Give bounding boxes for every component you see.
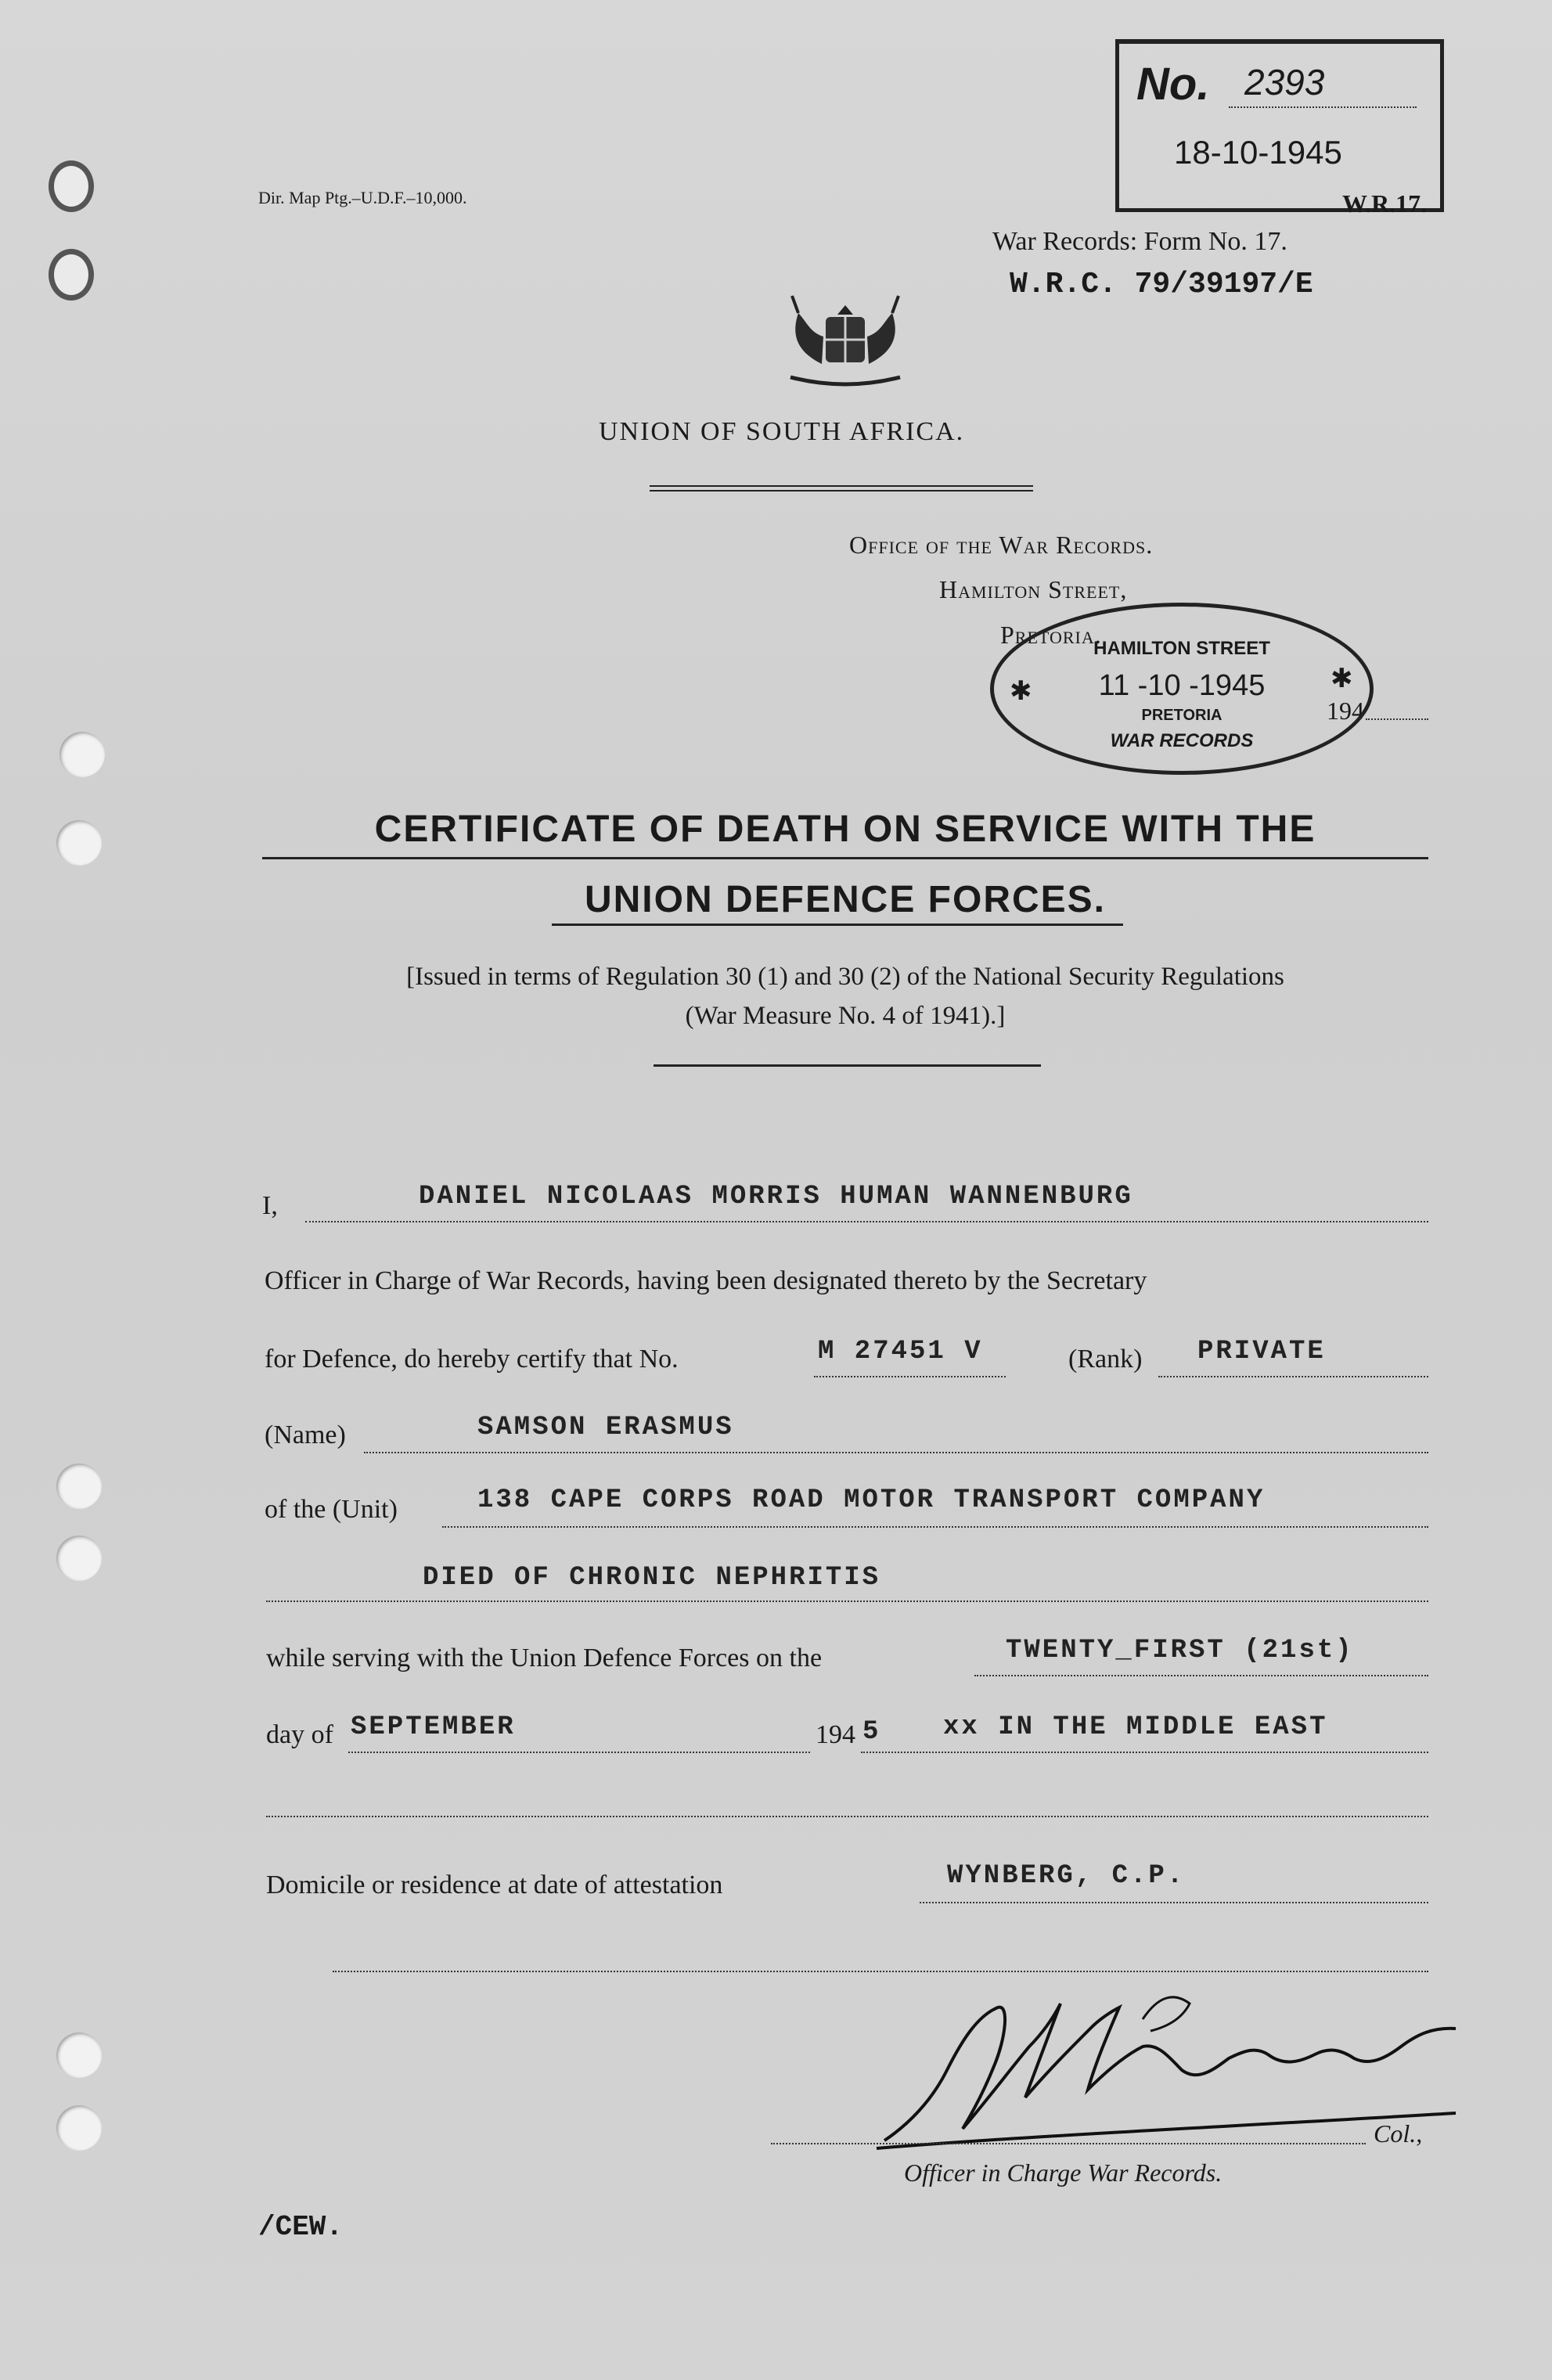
punch-hole bbox=[56, 2105, 102, 2151]
location-value: xx IN THE MIDDLE EAST bbox=[943, 1712, 1328, 1742]
year-line bbox=[861, 1752, 1428, 1753]
officer-name-line bbox=[305, 1221, 1428, 1222]
day-value: TWENTY_FIRST (21st) bbox=[1006, 1636, 1354, 1665]
i-label: I, bbox=[262, 1191, 278, 1220]
punch-hole bbox=[56, 1464, 102, 1509]
signatory-title: Officer in Charge War Records. bbox=[904, 2159, 1223, 2187]
signatory-rank: Col., bbox=[1374, 2119, 1423, 2148]
office-line-3: Pretoria. bbox=[1000, 621, 1102, 649]
year-digit: 5 bbox=[862, 1717, 881, 1747]
service-no-line bbox=[814, 1376, 1006, 1377]
unit-label: of the (Unit) bbox=[265, 1495, 398, 1524]
name-label: (Name) bbox=[265, 1420, 346, 1449]
country-heading: UNION OF SOUTH AFRICA. bbox=[599, 417, 965, 446]
office-date-line bbox=[1366, 718, 1428, 720]
clerk-initials: /CEW. bbox=[258, 2211, 344, 2243]
stamp-no-label: No. bbox=[1136, 59, 1210, 110]
form-code: W.R.17. bbox=[1342, 189, 1428, 218]
form-title: War Records: Form No. 17. bbox=[992, 227, 1287, 256]
soldier-name: SAMSON ERASMUS bbox=[477, 1413, 734, 1442]
office-line-1: Office of the War Records. bbox=[849, 531, 1154, 559]
certificate-title-line-1: CERTIFICATE OF DEATH ON SERVICE WITH THE bbox=[374, 808, 1316, 850]
title-underline bbox=[262, 857, 1428, 859]
rank-value: PRIVATE bbox=[1197, 1337, 1326, 1366]
postmark-street: HAMILTON STREET bbox=[1093, 638, 1270, 659]
office-line-2: Hamilton Street, bbox=[939, 575, 1128, 603]
cause-of-death: DIED OF CHRONIC NEPHRITIS bbox=[423, 1563, 881, 1593]
day-of-label: day of bbox=[266, 1720, 333, 1749]
registration-stamp bbox=[1115, 39, 1444, 212]
stamp-no-value: 2393 bbox=[1244, 62, 1325, 103]
officer-text: Officer in Charge of War Records, having been designated thereto by the Secretary bbox=[265, 1266, 1147, 1295]
heading-rule bbox=[650, 490, 1033, 491]
office-date-suffix: 194 bbox=[1327, 697, 1364, 725]
binder-ring bbox=[49, 160, 94, 212]
binder-ring bbox=[49, 249, 94, 301]
domicile-value: WYNBERG, C.P. bbox=[947, 1861, 1186, 1891]
stamp-underline bbox=[1229, 106, 1417, 108]
certify-text: for Defence, do hereby certify that No. bbox=[265, 1345, 679, 1374]
rank-line bbox=[1158, 1376, 1428, 1377]
file-reference: W.R.C. 79/39197/E bbox=[1010, 268, 1313, 301]
punch-hole bbox=[56, 2033, 102, 2078]
printer-note: Dir. Map Ptg.–U.D.F.–10,000. bbox=[258, 188, 467, 207]
unit-line bbox=[442, 1526, 1428, 1528]
signature-line bbox=[771, 2143, 1366, 2144]
postmark-date: 11 -10 -1945 bbox=[1098, 669, 1266, 702]
postmark-star-icon: ✱ bbox=[1331, 664, 1353, 693]
postmark-bottom: WAR RECORDS bbox=[1110, 730, 1254, 751]
stamp-date: 18-10-1945 bbox=[1174, 134, 1342, 171]
officer-name: DANIEL NICOLAAS MORRIS HUMAN WANNENBURG bbox=[419, 1182, 1133, 1212]
domicile-label: Domicile or residence at date of attestation bbox=[266, 1871, 723, 1899]
regulation-note-2: (War Measure No. 4 of 1941).] bbox=[685, 1002, 1006, 1030]
name-line bbox=[364, 1452, 1428, 1453]
month-value: SEPTEMBER bbox=[351, 1712, 516, 1742]
blank-line bbox=[266, 1816, 1428, 1817]
unit-value: 138 CAPE CORPS ROAD MOTOR TRANSPORT COMPANY bbox=[477, 1485, 1266, 1515]
punch-hole bbox=[59, 732, 105, 777]
month-line bbox=[348, 1752, 810, 1753]
day-line bbox=[974, 1675, 1428, 1676]
postmark-city: PRETORIA bbox=[1141, 707, 1223, 724]
service-number: M 27451 V bbox=[818, 1337, 983, 1366]
rank-label: (Rank) bbox=[1068, 1345, 1143, 1374]
postmark-star-icon: ✱ bbox=[1010, 677, 1032, 706]
punch-hole bbox=[56, 820, 102, 866]
regulation-rule bbox=[654, 1064, 1041, 1067]
heading-rule bbox=[650, 485, 1033, 487]
cause-line bbox=[266, 1600, 1428, 1602]
regulation-note-1: [Issued in terms of Regulation 30 (1) and 30 (2) of the National Security Regulations bbox=[406, 963, 1284, 991]
title-underline bbox=[552, 924, 1123, 926]
year-prefix: 194 bbox=[816, 1720, 855, 1749]
certificate-title-line-2: UNION DEFENCE FORCES. bbox=[584, 879, 1107, 920]
punch-hole bbox=[56, 1536, 102, 1581]
coat-of-arms-icon bbox=[767, 290, 924, 391]
while-serving-text: while serving with the Union Defence Forces on the bbox=[266, 1644, 823, 1672]
war-records-postmark bbox=[990, 603, 1374, 775]
domicile-line bbox=[920, 1902, 1428, 1903]
